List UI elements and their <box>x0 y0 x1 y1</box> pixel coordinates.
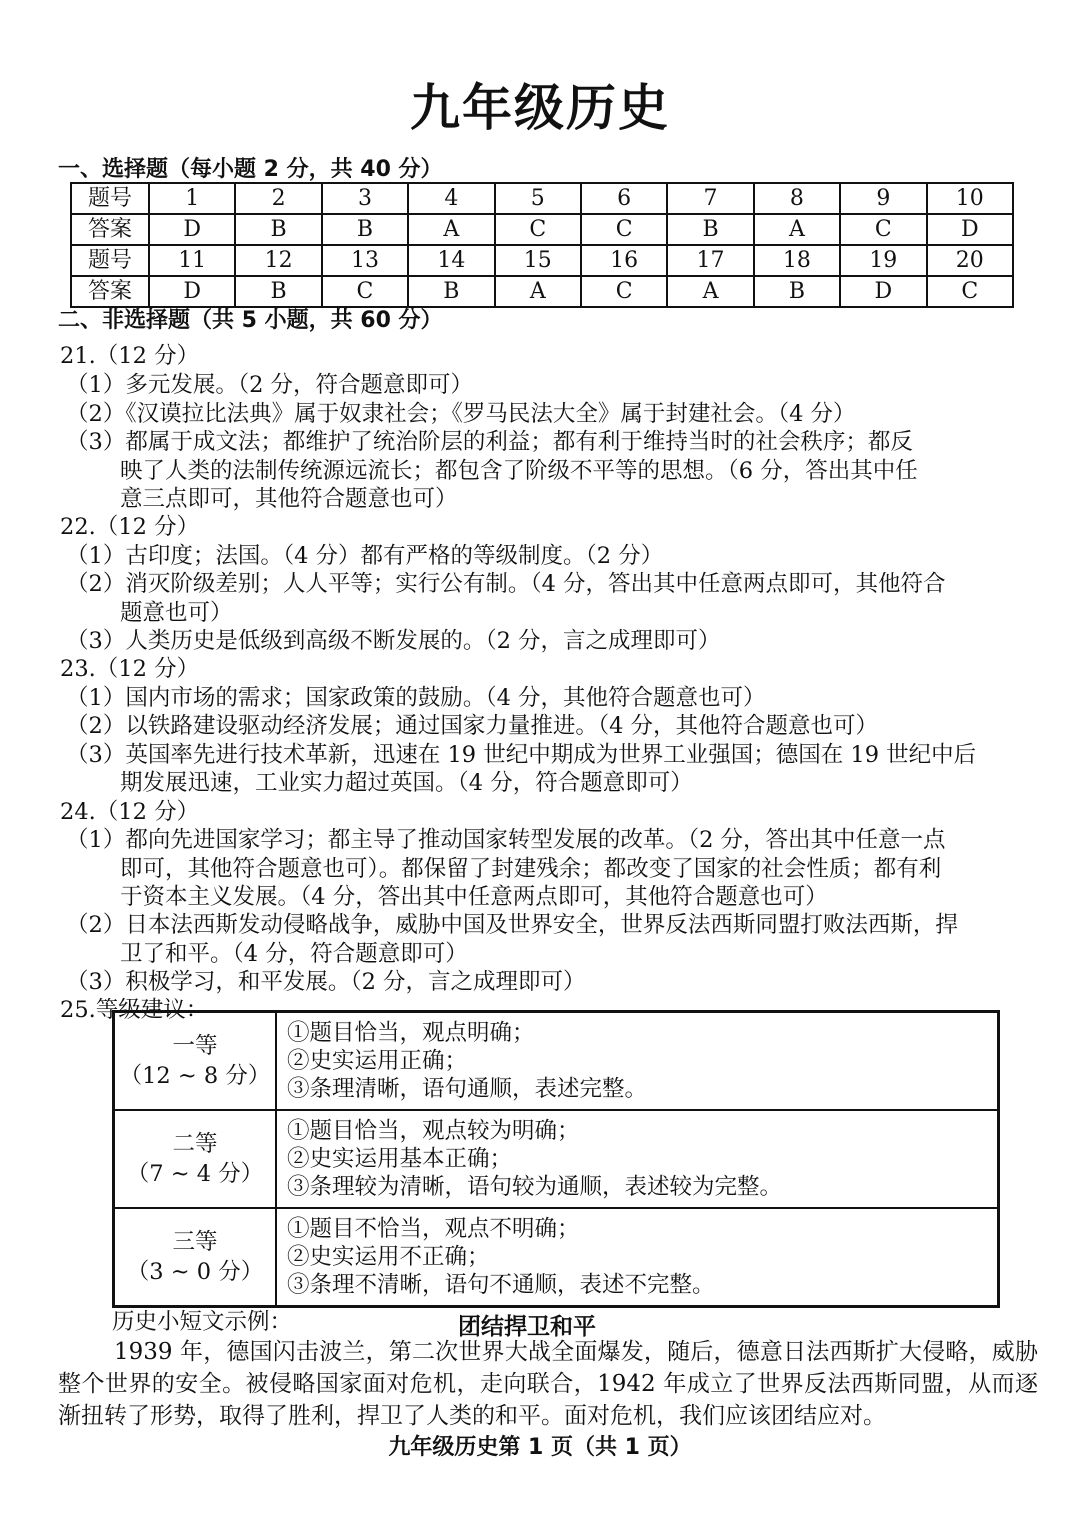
question-number-cell: 14 <box>408 245 494 276</box>
answer-line: （3）积极学习，和平发展。（2 分，言之成理即可） <box>66 969 586 995</box>
answer-cell: D <box>149 214 235 245</box>
answer-line: （2）以铁路建设驱动经济发展；通过国家力量推进。（4 分，其他符合题意也可） <box>66 713 879 739</box>
question-heading: 23.（12 分） <box>60 656 200 682</box>
question-number-cell: 9 <box>840 183 926 214</box>
question-number-cell: 6 <box>581 183 667 214</box>
question-number-row <box>71 245 1013 276</box>
answer-line: 于资本主义发展。（4 分，答出其中任意两点即可，其他符合题意也可） <box>120 884 828 910</box>
question-heading: 24.（12 分） <box>60 799 200 825</box>
grade-level-name: 二等 <box>172 1130 218 1157</box>
question-number-cell: 5 <box>495 183 581 214</box>
answer-line: 卫了和平。（4 分，符合题意即可） <box>120 941 468 967</box>
answer-cell: A <box>408 214 494 245</box>
criteria-item: ②史实运用基本正确； <box>287 1145 513 1172</box>
answer-cell: B <box>235 214 321 245</box>
question-number-cell: 1 <box>149 183 235 214</box>
question-number-cell: 19 <box>840 245 926 276</box>
criteria-item: ①题目恰当，观点明确； <box>287 1020 535 1046</box>
grade-level-name: 三等 <box>172 1228 218 1255</box>
question-number-cell: 11 <box>149 245 235 276</box>
answer-line: （3）英国率先进行技术革新，迅速在 19 世纪中期成为世界工业强国；德国在 19 世纪中后 <box>66 742 977 768</box>
answer-line: （2）《汉谟拉比法典》属于奴隶社会；《罗马民法大全》属于封建社会。（4 分） <box>66 401 856 427</box>
grade-criteria <box>276 1110 999 1208</box>
answer-cell: C <box>927 276 1013 307</box>
row-label-answer: 答案 <box>71 214 149 245</box>
grade-criteria <box>276 1208 999 1307</box>
question-number-cell: 15 <box>495 245 581 276</box>
answer-line: （1）多元发展。（2 分，符合题意即可） <box>66 372 474 398</box>
answer-cell: B <box>754 276 840 307</box>
answer-line: （1）国内市场的需求；国家政策的鼓励。（4 分，其他符合题意也可） <box>66 685 766 711</box>
essay-body: 1939 年，德国闪击波兰，第二次世界大战全面爆发，随后，德意日法西斯扩大侵略，威胁整个世界的安全。被侵略国家面对危机，走向联合，1942 年成立了世界反法西斯同盟，从而逐渐扭转了形势，取得了胜利，捍卫了人类的和平。面对危机，我们应该团结应对。 <box>58 1339 1038 1429</box>
section2-heading: 二、非选择题（共 5 小题，共 60 分） <box>58 308 443 333</box>
answer-cell: A <box>754 214 840 245</box>
question-number-cell: 16 <box>581 245 667 276</box>
answer-line: （3）人类历史是低级到高级不断发展的。（2 分，言之成理即可） <box>66 628 721 654</box>
answer-cell: B <box>235 276 321 307</box>
answer-line: （2）消灭阶级差别；人人平等；实行公有制。（4 分，答出其中任意两点即可，其他符合 <box>66 571 946 597</box>
answer-cell: A <box>495 276 581 307</box>
question-heading: 21.（12 分） <box>60 343 200 369</box>
answer-line: 期发展迅速，工业实力超过英国。（4 分，符合题意即可） <box>120 770 693 796</box>
page-title: 九年级历史 <box>410 79 670 137</box>
question-number-cell: 8 <box>754 183 840 214</box>
question-number-cell: 3 <box>322 183 408 214</box>
answer-cell: C <box>581 214 667 245</box>
grade-level-range: （3 ~ 0 分） <box>126 1258 264 1285</box>
answer-line: （1）都向先进国家学习；都主导了推动国家转型发展的改革。（2 分，答出其中任意一点 <box>66 827 946 853</box>
answer-line: （1）古印度；法国。（4 分）都有严格的等级制度。（2 分） <box>66 543 664 569</box>
question-number-cell: 12 <box>235 245 321 276</box>
grade-level <box>114 1110 277 1208</box>
grade-level <box>114 1012 277 1111</box>
criteria-item: ②史实运用不正确； <box>287 1243 490 1270</box>
grade-row <box>114 1110 999 1208</box>
answer-cell: C <box>581 276 667 307</box>
answer-line: （3）都属于成文法；都维护了统治阶层的利益；都有利于维持当时的社会秩序；都反 <box>66 429 913 455</box>
grade-level-range: （7 ~ 4 分） <box>126 1160 264 1187</box>
question-heading: 22.（12 分） <box>60 514 200 540</box>
answer-cell: B <box>408 276 494 307</box>
essay-label: 历史小短文示例： <box>112 1309 293 1335</box>
answer-line: 意三点即可，其他符合题意也可） <box>120 486 458 512</box>
answer-table <box>70 182 1014 308</box>
row-label-answer: 答案 <box>71 276 149 307</box>
grade-level <box>114 1208 277 1307</box>
question-number-cell: 17 <box>667 245 753 276</box>
criteria-item: ①题目不恰当，观点不明确； <box>287 1215 580 1242</box>
answer-cell: D <box>840 276 926 307</box>
answer-line: 题意也可） <box>120 600 233 626</box>
answer-line: 映了人类的法制传统源远流长；都包含了阶级不平等的思想。（6 分，答出其中任 <box>120 458 918 484</box>
section1-heading: 一、选择题（每小题 2 分，共 40 分） <box>58 157 443 182</box>
question-number-cell: 2 <box>235 183 321 214</box>
question-number-cell: 13 <box>322 245 408 276</box>
answer-cell: D <box>927 214 1013 245</box>
question-number-cell: 4 <box>408 183 494 214</box>
answer-line: （2）日本法西斯发动侵略战争，威胁中国及世界安全，世界反法西斯同盟打败法西斯，捍 <box>66 912 958 938</box>
grade-row <box>114 1208 999 1307</box>
answer-cell: C <box>322 276 408 307</box>
answer-line: 即可，其他符合题意也可）。都保留了封建残余；都改变了国家的社会性质；都有利 <box>120 856 942 882</box>
answer-cell: D <box>149 276 235 307</box>
question-number-cell: 10 <box>927 183 1013 214</box>
criteria-item: ②史实运用正确； <box>287 1048 468 1074</box>
answer-row <box>71 214 1013 245</box>
answer-cell: B <box>667 214 753 245</box>
answer-cell: A <box>667 276 753 307</box>
grade-level-range: （12 ~ 8 分） <box>119 1063 271 1089</box>
question-number-cell: 20 <box>927 245 1013 276</box>
answer-cell: C <box>495 214 581 245</box>
criteria-item: ③条理清晰，语句通顺，表述完整。 <box>287 1076 648 1102</box>
criteria-item: ③条理较为清晰，语句较为通顺，表述较为完整。 <box>287 1173 783 1200</box>
row-label-question: 题号 <box>71 245 149 276</box>
question-heading: 25.等级建议： <box>60 997 209 1023</box>
answer-cell: B <box>322 214 408 245</box>
criteria-item: ①题目恰当，观点较为明确； <box>287 1117 580 1144</box>
question-number-cell: 18 <box>754 245 840 276</box>
question-number-cell: 7 <box>667 183 753 214</box>
essay-title: 团结捍卫和平 <box>458 1314 596 1340</box>
criteria-item: ③条理不清晰，语句不通顺，表述不完整。 <box>287 1271 715 1298</box>
grade-level-name: 一等 <box>172 1033 218 1059</box>
answer-cell: C <box>840 214 926 245</box>
row-label-question: 题号 <box>71 183 149 214</box>
question-number-row <box>71 183 1013 214</box>
grade-table <box>112 1010 1000 1308</box>
grade-row <box>114 1012 999 1111</box>
grade-criteria <box>276 1012 999 1111</box>
page-footer: 九年级历史第 1 页（共 1 页） <box>388 1435 692 1460</box>
